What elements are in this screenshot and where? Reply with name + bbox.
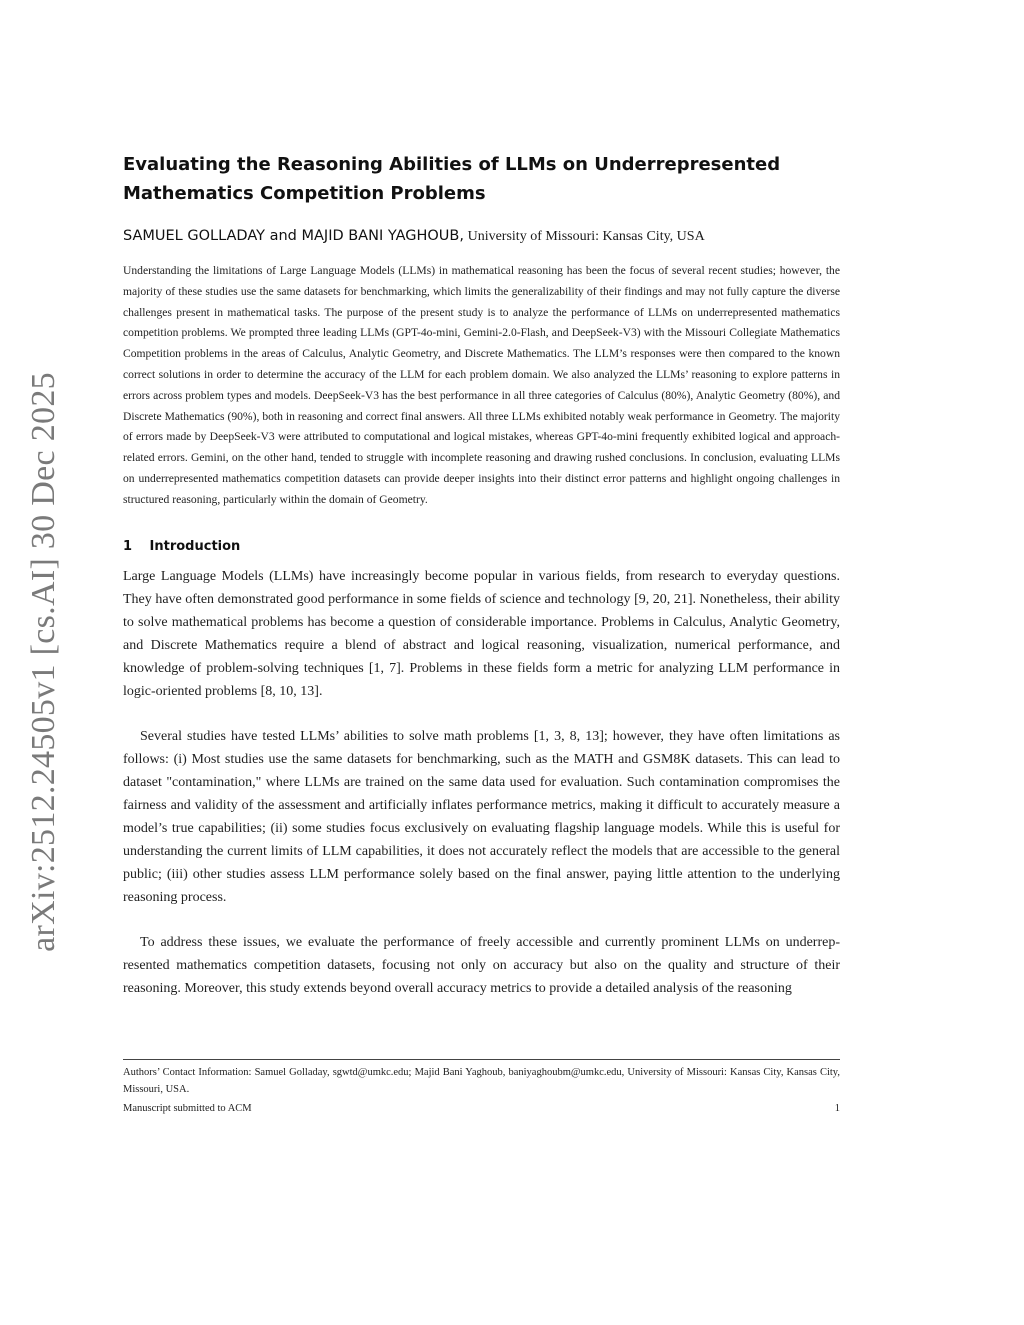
paper-body [123, 150, 840, 1000]
section-number: 1 [123, 538, 133, 554]
section-heading-introduction [123, 537, 840, 557]
author-line [123, 226, 840, 247]
paper-title: Evaluating the Reasoning Abilities of LLMs on Underrepresented Mathematics Competition Problems [123, 154, 781, 204]
page-footer [123, 1101, 840, 1117]
page-number: 1 [834, 1103, 840, 1114]
intro-paragraph-1: Large Language Models (LLMs) have increasingly become popular in various fields, from research to everyday questions. They have often demonstrated good performance in some fields of science and technology [9, 20, 21]. Nonetheless, their ability to solve mathematical problems has become a question of considerable importance. Problems in Calculus, Analytic Geometry, and Discrete Mathematics require a blend of abstract and logical reasoning, visualization, numerical performance, and knowledge of problem-solving techniques [1, 7]. Problems in these fields form a metric for analyzing LLM performance in logic-oriented problems [8, 10, 13]. [123, 568, 840, 699]
intro-paragraph-3: To address these issues, we evaluate the performance of freely accessible and currently prominent LLMs on underrep- resented mathematics competition datasets, focusing not only on accuracy but also on the quality and structure of their reasoning. Moreover, this study extends beyond overall accuracy metrics to provide a detailed analysis of the reasoning [123, 934, 840, 996]
manuscript-note: Manuscript submitted to ACM [123, 1103, 252, 1114]
author-contact-footnote: Authors’ Contact Information: Samuel Golladay, sgwtd@umkc.edu; Majid Bani Yaghoub, baniyaghoubm@umkc.edu, University of Missouri: Kansas City, Kansas City, Missouri, USA. [123, 1059, 840, 1098]
section-title: Introduction [149, 538, 241, 554]
arxiv-identifier-stamp: arXiv:2512.24505v1 [cs.AI] 30 Dec 2025 [25, 372, 62, 952]
author-names: SAMUEL GOLLADAY and MAJID BANI YAGHOUB, [123, 228, 464, 244]
intro-paragraph-2: Several studies have tested LLMs’ abilities to solve math problems [1, 3, 8, 13]; however, they have often limitations as follows: (i) Most studies use the same datasets for benchmarking, such as the MATH and GSM8K datasets. This can lead to dataset "contamination," where LLMs are trained on the same data used for evaluation. Such contamination compromises the fairness and validity of the assessment and artificially inflates performance metrics, making it difficult to accurately measure a model’s true capabilities; (ii) some studies focus exclusively on evaluating flagship language models. While this is useful for understanding the current limits of LLM capabilities, it does not accurately reflect the models that are accessible to the general public; (iii) other studies assess LLM performance solely based on the final answer, paying little attention to the underlying reasoning process. [123, 728, 840, 905]
author-affiliation: University of Missouri: Kansas City, USA [467, 229, 705, 244]
abstract: Understanding the limitations of Large Language Models (LLMs) in mathematical reasoning has been the focus of several recent studies; however, the majority of these studies use the same datasets for benchmarking, which limits the generalizability of their findings and may not fully capture the diverse challenges present in mathematical tasks. The purpose of the present study is to analyze the performance of LLMs on underrepresented mathematics competition problems. We prompted three leading LLMs (GPT-4o-mini, Gemini-2.0-Flash, and DeepSeek-V3) with the Missouri Collegiate Mathematics Competition problems in the areas of Calculus, Analytic Geometry, and Discrete Mathematics. The LLM’s responses were then compared to the known correct solutions in order to determine the accuracy of the LLM for each problem domain. We also analyzed the LLMs’ reasoning to explore patterns in errors across problem types and models. DeepSeek-V3 has the best performance in all three categories of Calculus (80%), Analytic Geometry (80%), and Discrete Mathematics (90%), both in reasoning and correct final answers. All three LLMs exhibited notably weak performance in Geometry. The majority of errors made by DeepSeek-V3 were attributed to computational and logical mistakes, whereas GPT-4o-mini frequently exhibited logical and approach-related errors. Gemini, on the other hand, tended to struggle with incomplete reasoning and drawing rushed conclusions. In conclusion, evaluating LLMs on underrepresented mathematics competition datasets can provide deeper insights into their distinct error patterns and highlight ongoing challenges in structured reasoning, particularly within the domain of Geometry. [123, 264, 840, 506]
